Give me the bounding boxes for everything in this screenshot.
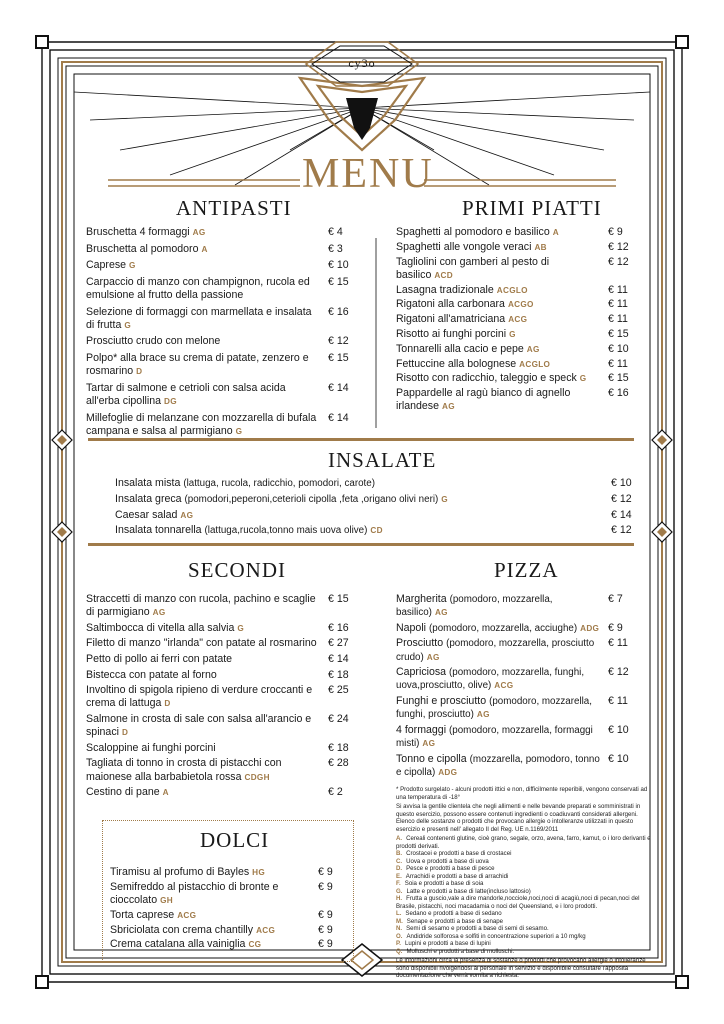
dish-name: 4 formaggi bbox=[396, 723, 447, 736]
allergen-code: AG bbox=[442, 402, 455, 412]
dish-description: (mozzarella, pomodoro, tonno e cipolla) bbox=[396, 753, 600, 778]
dish-name: Filetto di manzo "irlanda" con patate al rosmarino bbox=[86, 637, 317, 650]
allergen-letter: D. bbox=[396, 865, 403, 872]
allergen-text: Frutta a guscio,vale a dire mandorle,nocciole,noci,noci di acagiù,noci di pecan,noci del Brasile, pistacchi, noci macadamia o noci del Queensland, e i loro prodotti. bbox=[396, 895, 640, 910]
menu-item bbox=[396, 387, 652, 413]
dish-name: Rigatoni all'amatriciana bbox=[396, 313, 506, 326]
menu-item bbox=[396, 328, 652, 341]
menu-item bbox=[396, 372, 652, 385]
notes-body: Si avvisa la gentile clientela che negli allimenti e nelle bevande preparati e somministrati in questo esercizio, possono essere contenuti ingredienti o coadiuvanti considerati allergeni. Elenco delle sostanze o prodotti che provocano allergie o intolleranze utilizzati in questo esercizio e presenti nell' allegato II del Reg. UE n.1169/2011 bbox=[396, 803, 641, 833]
allergen-code: HG bbox=[252, 868, 266, 877]
menu-item bbox=[396, 358, 652, 371]
menu-title: MENU bbox=[302, 151, 434, 197]
menu-item bbox=[86, 306, 372, 332]
menu-item-price: € 15 bbox=[328, 275, 349, 288]
allergen-text: Uova e prodotti a base di uova bbox=[406, 857, 489, 865]
menu-item bbox=[396, 343, 652, 356]
allergen-code: ACG bbox=[508, 315, 528, 325]
menu-item-name bbox=[110, 924, 346, 937]
allergen-letter: C. bbox=[396, 857, 403, 865]
allergen-text: Sedano e prodotti a base di sedano bbox=[405, 910, 502, 917]
dish-name: Fettuccine alla bolognese bbox=[396, 357, 517, 370]
menu-item bbox=[86, 669, 372, 682]
allergen-code: G bbox=[237, 623, 245, 633]
menu-item bbox=[86, 786, 372, 799]
menu-item bbox=[115, 477, 655, 490]
dolci-title: DOLCI bbox=[200, 828, 270, 852]
menu-item bbox=[86, 653, 372, 666]
primi-list bbox=[396, 226, 652, 415]
allergen-code: ACGLO bbox=[496, 285, 528, 295]
menu-item bbox=[86, 382, 372, 408]
menu-item-price: € 14 bbox=[328, 652, 349, 665]
menu-item-price: € 10 bbox=[608, 342, 629, 355]
menu-item-price: € 15 bbox=[328, 351, 349, 364]
allergen-letter: M. bbox=[396, 917, 403, 925]
menu-item-price: € 11 bbox=[608, 357, 628, 370]
allergen-text: Lupini e prodotti a base di lupini bbox=[404, 940, 491, 947]
allergen-code: A bbox=[162, 788, 169, 798]
menu-item-price: € 10 bbox=[611, 477, 632, 489]
menu-item bbox=[110, 924, 346, 937]
allergen-entry bbox=[396, 835, 652, 850]
dish-name: Prosciutto bbox=[396, 637, 444, 650]
allergen-entry bbox=[396, 873, 652, 881]
allergen-notes bbox=[396, 786, 652, 982]
dish-name: Pappardelle al ragù bianco di agnello irlandese bbox=[396, 387, 571, 413]
menu-item-price: € 11 bbox=[608, 283, 628, 296]
menu-item bbox=[86, 259, 372, 272]
menu-item-name bbox=[115, 524, 655, 537]
menu-item-price: € 14 bbox=[611, 508, 632, 521]
menu-item bbox=[396, 753, 652, 779]
menu-item-price: € 24 bbox=[328, 712, 349, 725]
allergen-entry bbox=[396, 888, 652, 896]
menu-item-price: € 7 bbox=[608, 593, 623, 605]
allergen-letter: N. bbox=[396, 925, 403, 932]
menu-item bbox=[396, 313, 652, 326]
menu-item-price: € 15 bbox=[328, 593, 349, 605]
menu-item-price: € 10 bbox=[608, 723, 629, 736]
menu-item-name bbox=[110, 881, 346, 907]
menu-item-price: € 11 bbox=[608, 637, 628, 650]
menu-item bbox=[110, 909, 346, 922]
menu-item-price: € 10 bbox=[328, 259, 349, 272]
menu-item bbox=[396, 593, 652, 619]
menu-item-price: € 12 bbox=[608, 255, 629, 268]
insalate-bottom-divider bbox=[88, 543, 634, 546]
menu-item bbox=[115, 524, 655, 537]
dish-name: Lasagna tradizionale bbox=[396, 283, 494, 296]
menu-item bbox=[110, 866, 346, 879]
dolci-list bbox=[110, 866, 346, 953]
antipasti-title: ANTIPASTI bbox=[176, 196, 292, 220]
dish-description: (pomodoro, mozzarella, basilico) bbox=[396, 594, 553, 619]
dish-name: Tagliolini con gamberi al pesto di basilico bbox=[396, 255, 550, 281]
allergen-letter: B. bbox=[396, 850, 403, 857]
allergen-code: AG bbox=[180, 510, 194, 520]
allergen-entry bbox=[396, 850, 652, 858]
menu-item-price: € 9 bbox=[318, 908, 333, 921]
menu-item-price: € 2 bbox=[328, 786, 343, 799]
dish-name: Margherita bbox=[396, 593, 447, 605]
menu-item-price: € 11 bbox=[608, 313, 628, 326]
menu-item bbox=[86, 243, 372, 256]
dish-name: Torta caprese bbox=[110, 908, 175, 921]
dish-name: Tiramisu al profumo di Bayles bbox=[110, 866, 250, 878]
dish-name: Tartar di salmone e cetrioli con salsa acida all'erba cipollina bbox=[86, 381, 286, 407]
menu-item-price: € 9 bbox=[608, 226, 623, 238]
dish-description: (pomodoro, mozzarella, acciughe) bbox=[429, 622, 578, 634]
allergen-code: D bbox=[164, 699, 171, 709]
dish-name: Funghi e prosciutto bbox=[396, 694, 487, 707]
menu-item bbox=[115, 493, 655, 506]
allergen-entry bbox=[396, 865, 652, 873]
allergen-letter: G. bbox=[396, 887, 403, 895]
dish-name: Involtino di spigola ripieno di verdure croccanti e crema di lattuga bbox=[86, 684, 313, 710]
secondi-title: SECONDI bbox=[188, 558, 287, 582]
menu-item bbox=[110, 881, 346, 907]
allergen-code: G bbox=[441, 494, 448, 504]
menu-item-price: € 12 bbox=[611, 524, 632, 537]
allergen-code: AG bbox=[476, 710, 490, 720]
menu-item-price: € 9 bbox=[318, 880, 333, 893]
menu-item-price: € 18 bbox=[328, 741, 349, 754]
menu-item bbox=[86, 713, 372, 739]
dish-description: (pomodoro, mozzarella, prosciutto crudo) bbox=[396, 638, 595, 663]
allergen-code: D bbox=[121, 728, 129, 738]
dish-name: Risotto ai funghi porcini bbox=[396, 327, 507, 340]
allergen-code: CDGH bbox=[244, 772, 270, 782]
dish-name: Millefoglie di melanzane con mozzarella di bufala campana e salsa al parmigiano bbox=[86, 411, 317, 437]
allergen-text: Crostacei e prodotti a base di crostacei bbox=[406, 850, 512, 857]
allergen-entry bbox=[396, 910, 652, 918]
allergen-text: Molluschi e prodotti a base di molluschi. bbox=[406, 947, 515, 955]
dish-name: Sbriciolata con crema chantilly bbox=[110, 923, 254, 936]
dish-name: Insalata greca bbox=[115, 492, 182, 505]
dish-name: Saltimbocca di vitella alla salvia bbox=[86, 621, 235, 634]
allergen-text: Pesce e prodotti a base di pesce bbox=[406, 865, 495, 872]
menu-item bbox=[86, 226, 372, 239]
dish-name: Semifreddo al pistacchio di bronte e cioccolato bbox=[110, 880, 279, 906]
menu-item bbox=[396, 298, 652, 311]
menu-item bbox=[86, 637, 372, 650]
menu-item bbox=[86, 335, 372, 348]
menu-item-price: € 18 bbox=[328, 668, 349, 681]
dish-name: Tagliata di tonno in crosta di pistacchi con maionese alla barbabietola rossa bbox=[86, 757, 282, 783]
dish-name: Spaghetti al pomodoro e basilico bbox=[396, 226, 550, 238]
allergen-code: DG bbox=[164, 396, 177, 406]
allergen-text: Soia e prodotti a base di soia bbox=[404, 880, 484, 887]
menu-item-price: € 27 bbox=[328, 637, 349, 650]
menu-item-price: € 15 bbox=[608, 372, 629, 385]
allergen-text: Senape e prodotti a base di senape bbox=[406, 917, 504, 925]
menu-item-price: € 12 bbox=[608, 666, 629, 679]
notes-footer: Le informazioni circa la presenza di sostanze o prodotti che provocano allergie o intolleranze sono disponibili rivolgendosi al personale in servizio e disponibile consultare l'apposita documentazione che verrà vornita a richiesta. bbox=[396, 957, 646, 979]
menu-item-price: € 9 bbox=[318, 938, 333, 951]
menu-item-name bbox=[115, 509, 655, 522]
menu-item bbox=[396, 637, 652, 663]
allergen-entry bbox=[396, 918, 652, 926]
dish-name: Tonnarelli alla cacio e pepe bbox=[396, 342, 524, 355]
dish-name: Caprese bbox=[86, 259, 127, 272]
allergen-code: ACD bbox=[434, 270, 453, 280]
dish-description: (pomodoro, mozzarella, funghi, uova,prosciutto, olive) bbox=[396, 667, 585, 692]
dish-name: Spaghetti alle vongole veraci bbox=[396, 240, 532, 253]
dish-name: Crema catalana alla vainiglia bbox=[110, 938, 246, 951]
dish-description: (pomodori,peperoni,ceterioli cipolla ,feta ,origano olivi neri) bbox=[184, 493, 439, 505]
allergen-code: AB bbox=[534, 242, 547, 252]
primi-title: PRIMI PIATTI bbox=[462, 196, 602, 220]
dish-name: Rigatoni alla carbonara bbox=[396, 298, 505, 311]
allergen-text: Andidride solforosa e solfiti in concentrazione superiori a 10 mg/kg bbox=[406, 932, 586, 940]
allergen-letter: Q. bbox=[396, 947, 403, 955]
menu-item bbox=[115, 509, 655, 522]
menu-item bbox=[86, 757, 372, 783]
allergen-code: ACG bbox=[494, 681, 514, 691]
allergen-code: CG bbox=[248, 940, 262, 950]
menu-item bbox=[86, 742, 372, 755]
allergen-entry bbox=[396, 858, 652, 866]
allergen-code: AG bbox=[526, 344, 540, 354]
antipasti-list bbox=[86, 226, 372, 441]
allergen-letter: P. bbox=[396, 940, 401, 947]
allergen-code: ACGO bbox=[507, 300, 534, 310]
dish-name: Capriciosa bbox=[396, 666, 447, 679]
dish-name: Straccetti di manzo con rucola, pachino e scaglie di parmigiano bbox=[86, 593, 316, 619]
allergen-letter: E. bbox=[396, 872, 402, 880]
allergen-code: CD bbox=[370, 526, 383, 536]
menu-item-price: € 14 bbox=[328, 411, 349, 424]
menu-item-price: € 12 bbox=[608, 240, 629, 253]
menu-item-price: € 4 bbox=[328, 226, 343, 238]
allergen-code: ADG bbox=[438, 767, 458, 777]
menu-item bbox=[396, 622, 652, 635]
allergen-entry bbox=[396, 880, 652, 888]
allergen-text: Semi di sesamo e prodotti a base di semi di sesamo. bbox=[406, 925, 549, 932]
menu-item bbox=[396, 226, 652, 239]
allergen-letter: L. bbox=[396, 910, 402, 917]
allergen-code: G bbox=[579, 374, 587, 384]
menu-item-price: € 9 bbox=[608, 621, 623, 634]
allergen-letter: H. bbox=[396, 895, 403, 902]
allergen-code: AG bbox=[426, 652, 440, 662]
menu-item-price: € 12 bbox=[611, 492, 632, 505]
menu-item-name bbox=[115, 493, 655, 506]
allergen-entry bbox=[396, 948, 652, 956]
dish-name: Selezione di formaggi con marmellata e insalata di frutta bbox=[86, 305, 312, 331]
allergen-letter: F. bbox=[396, 880, 401, 887]
menu-item-price: € 16 bbox=[328, 305, 349, 318]
allergen-letter: A. bbox=[396, 835, 403, 842]
menu-item-price: € 10 bbox=[608, 752, 629, 765]
menu-item-price: € 14 bbox=[328, 381, 349, 394]
menu-item bbox=[110, 938, 346, 951]
allergen-code: A bbox=[201, 244, 208, 254]
allergen-entry bbox=[396, 940, 652, 948]
insalate-title: INSALATE bbox=[328, 448, 437, 472]
allergen-entry bbox=[396, 925, 652, 933]
menu-item bbox=[396, 695, 652, 721]
allergen-text: Arrachidi e prodotti a base di arrachidi bbox=[405, 872, 509, 880]
pizza-list bbox=[396, 593, 652, 781]
dish-name: Caesar salad bbox=[115, 508, 178, 521]
dish-name: Salmone in crosta di sale con salsa all'arancio e spinaci bbox=[86, 712, 312, 739]
menu-item-price: € 9 bbox=[318, 866, 333, 878]
allergen-code: ACG bbox=[256, 925, 276, 935]
menu-item bbox=[396, 724, 652, 750]
dish-description: (lattuga,rucola,tonno mais uova olive) bbox=[204, 525, 368, 537]
dish-name: Carpaccio di manzo con champignon, rucola ed emulsione al frutto della passione bbox=[86, 275, 310, 301]
allergen-code: ACGLO bbox=[519, 359, 551, 369]
menu-item bbox=[86, 593, 372, 619]
dish-name: Napoli bbox=[396, 621, 427, 634]
dish-description: (pomodoro, mozzarella, formaggi misti) bbox=[396, 724, 593, 749]
secondi-list bbox=[86, 593, 372, 802]
allergen-list bbox=[396, 835, 652, 955]
menu-item-name bbox=[110, 866, 346, 879]
allergen-entry bbox=[396, 933, 652, 941]
allergen-code: G bbox=[129, 261, 136, 271]
logo: cy3o bbox=[348, 56, 376, 70]
menu-item-price: € 28 bbox=[328, 757, 349, 770]
menu-item bbox=[86, 412, 372, 438]
allergen-code: AG bbox=[192, 228, 206, 237]
menu-item-name bbox=[110, 938, 346, 951]
dish-name: Petto di pollo ai ferri con patate bbox=[86, 652, 233, 665]
menu-item bbox=[86, 276, 372, 302]
allergen-code: AG bbox=[434, 608, 448, 618]
notes-intro: * Prodotto surgelato - alcuni prodotti ittici e non, difficilmente reperibili, vengono conservati ad una temperatura di -18° bbox=[396, 786, 648, 801]
menu-item-name bbox=[115, 477, 655, 490]
allergen-text: Cereali contenenti glutine, cioè grano, segale, orzo, avena, farro, kamut, o i loro derivanti e prodotti derivati. bbox=[396, 835, 651, 850]
menu-item-price: € 15 bbox=[608, 327, 629, 340]
dish-name: Scaloppine ai funghi porcini bbox=[86, 741, 216, 754]
menu-item bbox=[396, 666, 652, 692]
allergen-entry bbox=[396, 895, 652, 910]
allergen-code: AG bbox=[422, 738, 436, 748]
menu-item bbox=[396, 284, 652, 297]
menu-item-price: € 11 bbox=[608, 298, 628, 311]
dish-name: Bruschetta al pomodoro bbox=[86, 242, 199, 255]
menu-item-price: € 11 bbox=[608, 694, 628, 707]
dish-description: (pomodoro, mozzarella, funghi, prosciutto) bbox=[396, 695, 592, 721]
menu-item-price: € 9 bbox=[318, 923, 333, 936]
pizza-title: PIZZA bbox=[494, 558, 559, 582]
dish-name: Bruschetta 4 formaggi bbox=[86, 226, 190, 238]
dish-name: Insalata mista bbox=[115, 477, 181, 489]
menu-item bbox=[396, 241, 652, 254]
dish-name: Prosciutto crudo con melone bbox=[86, 335, 221, 348]
dish-name: Cestino di pane bbox=[86, 786, 160, 799]
menu-item-price: € 25 bbox=[328, 684, 349, 697]
dish-description: (lattuga, rucola, radicchio, pomodori, carote) bbox=[183, 478, 375, 489]
allergen-code: ADG bbox=[580, 623, 600, 633]
allergen-code: G bbox=[235, 426, 243, 436]
allergen-text: Latte e prodotti a base di latte(incluso lattosio) bbox=[406, 887, 531, 895]
menu-item-price: € 16 bbox=[608, 387, 629, 400]
menu-item-price: € 16 bbox=[328, 621, 349, 634]
menu-item bbox=[86, 684, 372, 710]
menu-item bbox=[396, 256, 652, 282]
menu-item-name bbox=[110, 909, 346, 922]
menu-item-price: € 12 bbox=[328, 335, 349, 348]
allergen-code: AG bbox=[152, 608, 166, 618]
allergen-code: D bbox=[136, 367, 143, 377]
dish-name: Bistecca con patate al forno bbox=[86, 668, 217, 681]
allergen-code: GH bbox=[160, 896, 173, 905]
dish-name: Tonno e cipolla bbox=[396, 752, 467, 765]
dish-name: Risotto con radicchio, taleggio e speck bbox=[396, 372, 577, 385]
insalate-list bbox=[115, 477, 655, 540]
allergen-letter: O. bbox=[396, 932, 403, 940]
menu-item-price: € 3 bbox=[328, 242, 343, 255]
menu-item bbox=[86, 622, 372, 635]
allergen-code: A bbox=[552, 228, 559, 237]
allergen-code: G bbox=[509, 329, 516, 339]
dish-name: Polpo* alla brace su crema di patate, zenzero e rosmarino bbox=[86, 351, 309, 378]
allergen-code: G bbox=[124, 320, 132, 330]
allergen-code: ACG bbox=[177, 910, 197, 920]
menu-item bbox=[86, 352, 372, 378]
dish-name: Insalata tonnarella bbox=[115, 524, 202, 537]
